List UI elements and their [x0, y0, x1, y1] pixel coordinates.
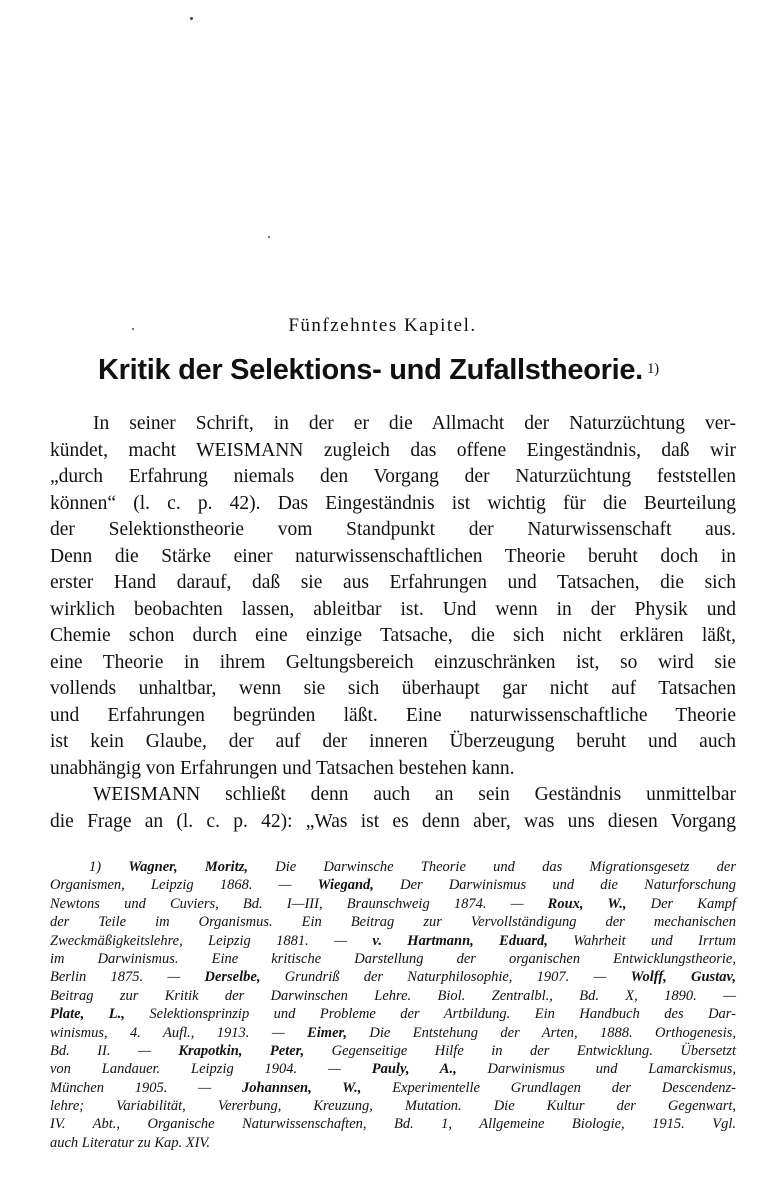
body-line: unabhängig von Erfahrungen und Tatsachen bestehen kann.	[50, 757, 515, 779]
body-line: und Erfahrungen begründen läßt. Eine naturwissenschaftliche Theorie	[50, 704, 736, 726]
footnote-line: 1) Wagner, Moritz, Die Darwinsche Theorie und das Migrationsgesetz der	[89, 859, 736, 875]
body-line: vollends unhaltbar, wenn sie sich überhaupt gar nicht auf Tatsachen	[50, 678, 736, 699]
print-speck	[190, 17, 193, 20]
footnote-line: im Darwinismus. Eine kritische Darstellung der organischen Entwicklungstheorie,	[50, 950, 736, 967]
footnote-line: der Teile im Organismus. Ein Beitrag zur Vervollständigung der mechanischen	[50, 914, 736, 931]
body-line: wirklich beobachten lassen, ableitbar ist. Und wenn in der Physik und	[50, 598, 736, 620]
body-line: der Selektionstheorie vom Standpunkt der Naturwissenschaft aus.	[50, 519, 736, 540]
footnote-line: von Landauer. Leipzig 1904. — Pauly, A., Darwinismus und Lamarckismus,	[50, 1061, 736, 1078]
body-text	[50, 411, 736, 835]
footnote-line: Bd. II. — Krapotkin, Peter, Gegenseitige Hilfe in der Entwicklung. Übersetzt	[50, 1042, 736, 1059]
footnote-line: Zweckmäßigkeitslehre, Leipzig 1881. — v. Hartmann, Eduard, Wahrheit und Irrtum	[50, 932, 736, 949]
footnote-line: winismus, 4. Aufl., 1913. — Eimer, Die Entstehung der Arten, 1888. Orthogenesis,	[50, 1024, 736, 1041]
footnotes	[50, 858, 736, 1152]
body-line: Denn die Stärke einer naturwissenschaftlichen Theorie beruht doch in	[50, 545, 736, 567]
body-line: „durch Erfahrung niemals den Vorgang der Naturzüchtung feststellen	[50, 466, 736, 487]
footnote-line: Beitrag zur Kritik der Darwinschen Lehre. Biol. Zentralbl., Bd. X, 1890. —	[50, 987, 736, 1004]
title-footnote-mark: 1)	[646, 361, 659, 377]
body-line: erster Hand darauf, daß sie aus Erfahrungen und Tatsachen, die sich	[50, 572, 736, 593]
footnote-line: Plate, L., Selektionsprinzip und Probleme der Artbildung. Ein Handbuch des Dar-	[50, 1006, 736, 1023]
footnote-line: Organismen, Leipzig 1868. — Wiegand, Der Darwinismus und die Naturforschung	[50, 877, 736, 894]
footnote-line: Berlin 1875. — Derselbe, Grundriß der Naturphilosophie, 1907. — Wolff, Gustav,	[50, 969, 736, 986]
body-line: kündet, macht WEISMANN zugleich das offene Eingeständnis, daß wir	[50, 439, 736, 461]
footnote-line: Newtons und Cuviers, Bd. I—III, Braunschweig 1874. — Roux, W., Der Kampf	[50, 895, 736, 912]
body-line: Chemie schon durch eine einzige Tatsache, die sich nicht erklären läßt,	[50, 625, 736, 646]
body-line: In seiner Schrift, in der er die Allmacht der Naturzüchtung ver-	[93, 413, 736, 434]
body-line: eine Theorie in ihrem Geltungsbereich einzuschränken ist, so wird sie	[50, 651, 736, 673]
chapter-title	[98, 354, 718, 387]
chapter-title-text: Kritik der Selektions- und Zufallstheorie.	[98, 354, 643, 386]
body-line: ist kein Glaube, der auf der inneren Überzeugung beruht und auch	[50, 731, 736, 752]
footnote-line: lehre; Variabilität, Vererbung, Kreuzung, Mutation. Die Kultur der Gegenwart,	[50, 1098, 736, 1115]
body-line: können“ (l. c. p. 42). Das Eingeständnis ist wichtig für die Beurteilung	[50, 492, 736, 514]
chapter-label: Fünfzehntes Kapitel.	[288, 315, 477, 336]
footnote-line: auch Literatur zu Kap. XIV.	[50, 1134, 211, 1151]
footnote-line: IV. Abt., Organische Naturwissenschaften, Bd. 1, Allgemeine Biologie, 1915. Vgl.	[50, 1116, 736, 1133]
footnote-line: München 1905. — Johannsen, W., Experimentelle Grundlagen der Descendenz-	[50, 1079, 736, 1096]
body-line: WEISMANN schließt denn auch an sein Geständnis unmittelbar	[93, 784, 736, 805]
print-speck	[268, 236, 270, 238]
body-line: die Frage an (l. c. p. 42): „Was ist es denn aber, was uns diesen Vorgang	[50, 810, 736, 832]
